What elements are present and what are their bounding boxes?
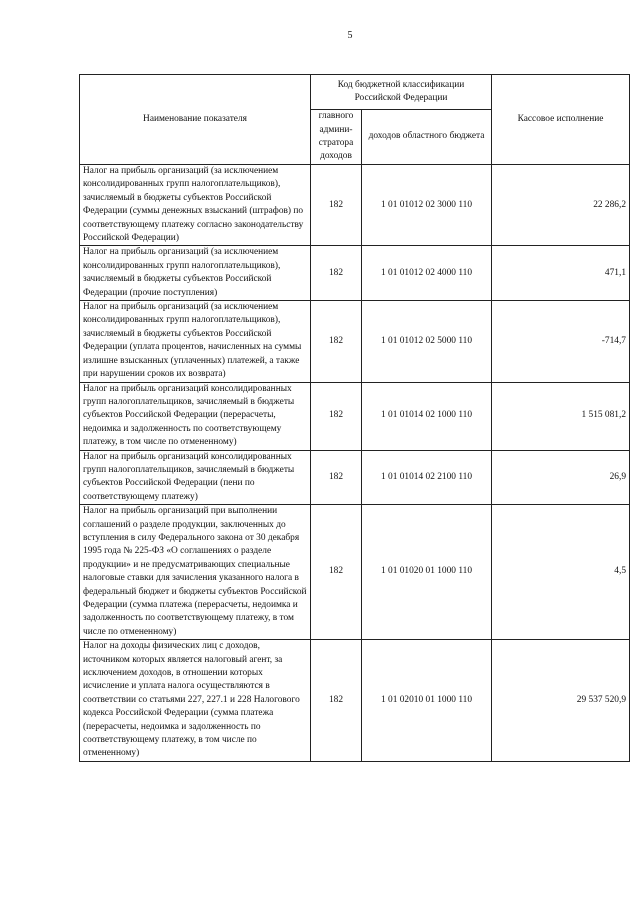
income-code-cell: 1 01 01012 02 5000 110 [362,301,492,382]
income-code-cell: 1 01 01012 02 3000 110 [362,165,492,246]
header-indicator-name: Наименование показателя [80,75,311,165]
table-row [80,246,630,301]
budget-table [79,74,630,762]
table-row [80,640,630,762]
cash-execution-cell: 22 286,2 [492,165,630,246]
cash-execution-cell: -714,7 [492,301,630,382]
administrator-code-cell: 182 [311,640,362,762]
table-row [80,505,630,640]
page-number: 5 [347,30,353,41]
indicator-name-cell: Налог на прибыль организаций консолидированных групп налогоплательщиков, зачисляемый в бюджеты субъектов Российской Федерации (пени по соответствующему платежу) [80,450,311,505]
indicator-name-cell: Налог на прибыль организаций при выполнении соглашений о разделе продукции, заключенных до вступления в силу Федерального закона от 30 декабря 1995 года № 225-ФЗ «О соглашениях о разделе продукции» и не предусматривающих специальные налоговые ставки для зачисления указанного налога в федеральный бюджет и бюджеты субъектов Российской Федерации (сумма платежа (перерасчеты, недоимка и задолженность по соответствующему платежу, в том числе по отмененному) [80,505,311,640]
table-row [80,382,630,450]
income-code-cell: 1 01 01012 02 4000 110 [362,246,492,301]
indicator-name-cell: Налог на доходы физических лиц с доходов, источником которых является налоговый агент, за исключением доходов, в отношении которых исчисление и уплата налога осуществляются в соответствии со статьями 227, 227.1 и 228 Налогового кодекса Российской Федерации (сумма платежа (перерасчеты, недоимка и задолженность по соответствующему платежу, в том числе по отмененному) [80,640,311,762]
header-classification-code: Код бюджетной классификации Российской Федерации [311,75,492,110]
administrator-code-cell: 182 [311,382,362,450]
income-code-cell: 1 01 02010 01 1000 110 [362,640,492,762]
income-code-cell: 1 01 01020 01 1000 110 [362,505,492,640]
table-row [80,301,630,382]
administrator-code-cell: 182 [311,450,362,505]
indicator-name-cell: Налог на прибыль организаций (за исключением консолидированных групп налогоплательщиков), зачисляемый в бюджеты субъектов Российской Федерации (суммы денежных взысканий (штрафов) по соответствующему платежу согласно законодательству Российской Федерации) [80,165,311,246]
table-body [80,165,630,762]
cash-execution-cell: 29 537 520,9 [492,640,630,762]
header-regional-income: доходов областного бюджета [362,110,492,165]
indicator-name-cell: Налог на прибыль организаций (за исключением консолидированных групп налогоплательщиков), зачисляемый в бюджеты субъектов Российской Федерации (прочие поступления) [80,246,311,301]
table-header [80,75,630,165]
cash-execution-cell: 1 515 081,2 [492,382,630,450]
administrator-code-cell: 182 [311,246,362,301]
cash-execution-cell: 26,9 [492,450,630,505]
table-row [80,450,630,505]
income-code-cell: 1 01 01014 02 2100 110 [362,450,492,505]
header-cash-execution: Кассовое исполнение [492,75,630,165]
administrator-code-cell: 182 [311,505,362,640]
income-code-cell: 1 01 01014 02 1000 110 [362,382,492,450]
administrator-code-cell: 182 [311,301,362,382]
administrator-code-cell: 182 [311,165,362,246]
indicator-name-cell: Налог на прибыль организаций (за исключением консолидированных групп налогоплательщиков), зачисляемый в бюджеты субъектов Российской Федерации (уплата процентов, начисленных на суммы излишне взысканных (уплаченных) платежей, а также при нарушении сроков их возврата) [80,301,311,382]
cash-execution-cell: 4,5 [492,505,630,640]
indicator-name-cell: Налог на прибыль организаций консолидированных групп налогоплательщиков, зачисляемый в бюджеты субъектов Российской Федерации (перерасчеты, недоимка и задолженность по соответствующему платежу, в том числе по отмененному) [80,382,311,450]
cash-execution-cell: 471,1 [492,246,630,301]
table-row [80,165,630,246]
header-main-administrator: главного админи- стратора доходов [311,110,362,165]
